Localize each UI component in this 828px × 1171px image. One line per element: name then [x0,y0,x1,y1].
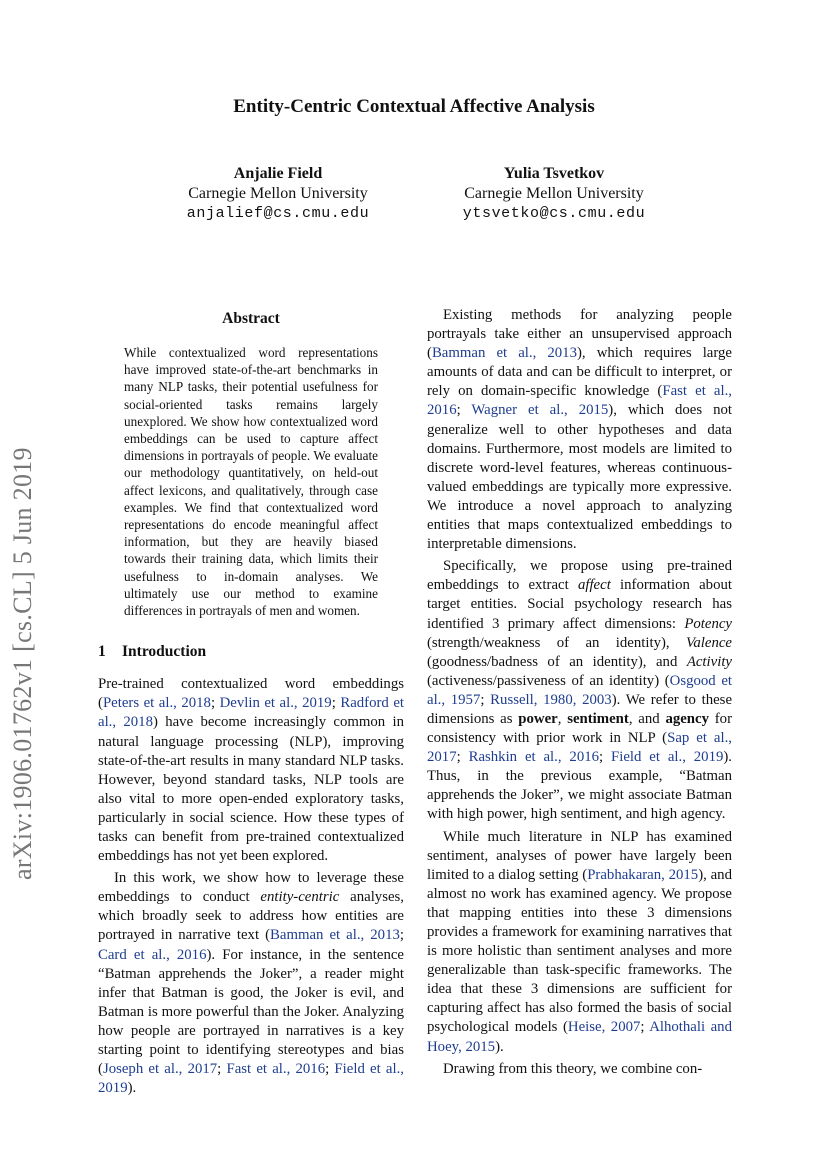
citation-link[interactable]: Bamman et al., 2013 [431,345,577,362]
abstract-text: While contextualized word representations have improved state-of-the-art benchmarks in many NLP tasks, their potential usefulness for social-oriented tasks remains largely unexplored. We show how contextualized word embeddings can be used to capture affect dimensions in portrayals of people. We evaluate our methodology quantitatively, on held-out affect lexicons, and qualitatively, through case examples. We find that contextualized word representations do encode meaningful affect information, but they are heavily biased towards their training data, which limits their usefulness to in-domain analyses. We ultimately use our method to examine differences in portrayals of men and women. [124,345,378,619]
text-run: , and [628,710,666,727]
section-title: Introduction [122,643,207,661]
paragraph [427,557,732,824]
text-run: ), and almost no work has examined agency. We propose that mapping entities into these 3 dimensions provides a framework for examining narratives that is more holistic than sentiment analyses and more generalizable than task-specific frameworks. The idea that these 3 dimensions are sufficient for capturing affect has also formed the basis of social psychological models ( [427,866,732,1036]
text-run: information about target entities. Social psychology research has identified 3 primary affect dimensions: [427,577,732,632]
emphasis-text: affect [577,577,611,594]
citation-link[interactable]: Joseph et al., 2017 [102,1061,218,1078]
citation-link[interactable]: Fast et al., 2016 [226,1061,326,1078]
text-run: ; [480,691,491,708]
text-run: ; [210,695,220,712]
arxiv-stamp: arXiv:1906.01762v1 [cs.CL] 5 Jun 2019 [8,447,37,880]
section-number: 1 [98,643,106,661]
text-run: , [557,710,568,727]
text-run: Specifically, we propose using pre-trained embeddings to extract [427,558,732,594]
text-run: (strength/weakness of an identity), [427,634,686,651]
text-run: ), which requires large amounts of data and can be difficult to interpret, or rely on domain-specific knowledge ( [427,345,732,400]
bold-term: agency [665,710,709,727]
citation-link[interactable]: Radford et al., 2018 [98,695,405,731]
citation-link[interactable]: Bamman et al., 2013 [270,927,400,944]
text-run: (activeness/passiveness of an identity) ( [427,672,670,689]
author-affiliation: Carnegie Mellon University [464,185,644,202]
text-run: analyses, which broadly seek to address how entities are portrayed in narrative text ( [98,889,404,944]
text-run: ; [325,1061,335,1078]
text-run: ), which does not generalize well to other hypotheses and data domains. Furthermore, most models are limited to discrete word-level features, whereas continuous-valued embeddings are typically more expressive. We introduce a novel approach to analyzing entities that maps contextualized embeddings to interpretable dimensions. [427,402,733,553]
emphasis-text: Valence [685,634,732,651]
author-affiliation: Carnegie Mellon University [188,185,368,202]
citation-link[interactable]: Rashkin et al., 2016 [468,749,600,766]
citation-link[interactable]: Peters et al., 2018 [102,695,211,712]
text-run: ; [399,927,404,944]
paper-title: Entity-Centric Contextual Affective Analysis [233,96,595,117]
citation-link[interactable]: Wagner et al., 2015 [471,402,609,419]
author-email: anjalief@cs.cmu.edu [186,205,370,222]
text-run: ; [217,1061,227,1078]
paragraph [98,675,404,866]
text-run: ). [495,1038,504,1055]
emphasis-text: entity-centric [260,889,340,906]
text-run: ). [127,1080,137,1097]
left-column [98,306,404,1098]
citation-link[interactable]: Fast et al., 2016 [427,383,732,419]
right-column [427,306,732,1079]
emphasis-text: Potency [684,615,732,632]
text-run: Pre-trained contextualized word embeddings ( [98,676,404,712]
author-name: Anjalie Field [233,165,323,182]
citation-link[interactable]: Field et al., 2019 [611,749,724,766]
paragraph [427,306,732,554]
citation-link[interactable]: Osgood et al., 1957 [427,672,732,708]
citation-link[interactable]: Prabhakaran, 2015 [587,866,699,883]
author-email: ytsvetko@cs.cmu.edu [462,205,646,222]
emphasis-text: Activity [686,653,732,670]
text-run: ; [456,402,472,419]
bold-term: sentiment [567,710,629,727]
text-run: ). We refer to these dimensions as [427,691,733,727]
text-run: Existing methods for analyzing people portrayals take either an unsupervised approach ( [427,307,732,362]
abstract-heading: Abstract [222,310,280,327]
text-run: ; [640,1019,650,1036]
text-run: While much literature in NLP has examined sentiment, analyses of power have largely been limited to a dialog setting ( [427,828,732,883]
author-block-2 [424,164,684,224]
text-run: ; [599,749,612,766]
text-run: ). For instance, in the sentence “Batman apprehends the Joker”, a reader might infer that Batman is good, the Joker is evil, and Batman is more powerful than the Joker. Analyzing how people are portrayed in narratives is a key starting point to identifying stereotypes and bias ( [98,946,404,1078]
citation-link[interactable]: Sap et al., 2017 [427,730,732,766]
text-run: ; [456,749,469,766]
citation-link[interactable]: Field et al., 2019 [98,1061,404,1097]
citation-link[interactable]: Devlin et al., 2019 [219,695,332,712]
text-run: ) have become increasingly common in natural language processing (NLP), improving state-of-the-art results in many standard NLP tasks. However, beyond standard tasks, NLP tools are also vital to more open-ended exploratory tasks, particularly in social science. How these types of tasks can benefit from pre-trained contextualized embeddings has not yet been explored. [98,714,404,865]
paragraph [98,869,404,1098]
text-run: In this work, we show how to leverage these embeddings to conduct [98,870,404,906]
paragraph [427,1060,732,1079]
text-run: Drawing from this theory, we combine con- [443,1060,703,1077]
section-heading [98,643,404,661]
citation-link[interactable]: Russell, 1980, 2003 [490,691,612,708]
text-run: (goodness/badness of an identity), and [427,653,687,670]
paragraph [427,828,732,1057]
citation-link[interactable]: Heise, 2007 [567,1019,641,1036]
text-run: for consistency with prior work in NLP ( [427,710,733,747]
author-block-1 [148,164,408,224]
text-run: ; [331,695,341,712]
text-run: ). Thus, in the previous example, “Batman apprehends the Joker”, we might associate Batman with high power, high sentiment, and high agency. [427,749,733,823]
author-name: Yulia Tsvetkov [503,165,605,182]
citation-link[interactable]: Alhothali and Hoey, 2015 [427,1019,732,1055]
citation-link[interactable]: Card et al., 2016 [98,946,207,963]
bold-term: power [518,710,558,727]
